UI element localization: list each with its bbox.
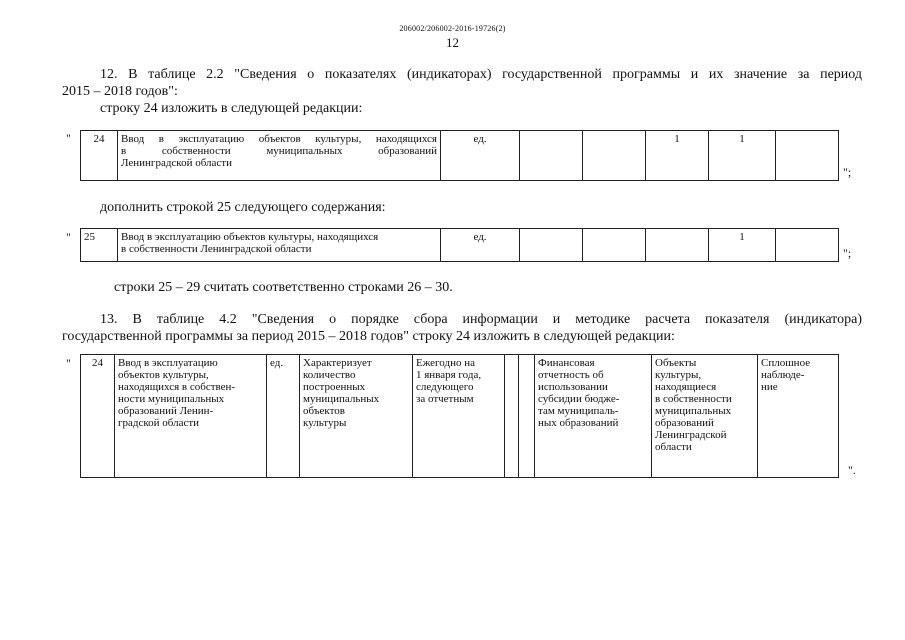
cell-line: за отчетным — [416, 393, 474, 405]
indicator-table-row-25 — [80, 228, 839, 262]
cell-line: Объекты — [655, 357, 697, 369]
item12-line2: 2015 – 2018 годов": — [62, 84, 178, 99]
cell-line: Финансовая — [538, 357, 595, 369]
cell-line: Ленинградской — [655, 429, 727, 441]
cell-line: Ежегодно на — [416, 357, 475, 369]
cell-line: 1 января года, — [416, 369, 482, 381]
indicator-name — [118, 131, 441, 181]
renumber-text: строки 25 – 29 считать соответственно строками 26 – 30. — [114, 280, 453, 295]
indicator-name-line: Ввод в эксплуатацию объектов культуры, находящихся — [121, 231, 379, 243]
unit-cell: ед. — [267, 355, 300, 478]
cell-line: ности муниципальных — [118, 393, 225, 405]
objects-cell — [652, 355, 758, 478]
cell-line: ных образований — [538, 417, 619, 429]
cell-line: количество — [303, 369, 356, 381]
close-quote: "; — [843, 246, 852, 260]
cell-line: Сплошное — [761, 357, 811, 369]
cell-line: области — [655, 441, 692, 453]
close-quote: "; — [843, 165, 852, 179]
cell-line: следующего — [416, 381, 474, 393]
method-cell — [758, 355, 839, 478]
value-cell: 1 — [646, 131, 709, 181]
cell-line: образований — [655, 417, 714, 429]
indicator-name-line: в собственности муниципальных образований — [121, 145, 437, 157]
value-cell — [776, 131, 839, 181]
value-cell — [583, 229, 646, 262]
unit-cell: ед. — [441, 131, 520, 181]
cell-line: Ввод в эксплуатацию — [118, 357, 218, 369]
periodicity-cell — [413, 355, 505, 478]
indicator-table-row-24 — [80, 130, 839, 181]
cell-line: объектов культуры, — [118, 369, 209, 381]
item13-line1: 13. В таблице 4.2 "Сведения о порядке сбора информации и методике расчета показателя (индикатора) — [100, 312, 862, 327]
page-number: 12 — [446, 35, 459, 50]
item13-line2: государственной программы за период 2015 – 2018 годов" строку 24 изложить в следующей редакции: — [62, 329, 675, 344]
value-cell — [520, 131, 583, 181]
document-code: 206002/206002-2016-19726(2) — [399, 24, 506, 33]
open-quote: " — [66, 131, 71, 145]
cell-line: наблюде- — [761, 369, 805, 381]
value-cell: 1 — [709, 131, 776, 181]
item12-line3: строку 24 изложить в следующей редакции: — [100, 101, 363, 116]
cell-line: построенных — [303, 381, 366, 393]
cell-line: объектов — [303, 405, 345, 417]
close-quote: ". — [848, 463, 856, 477]
row-number: 24 — [81, 131, 118, 181]
open-quote: " — [66, 230, 71, 244]
open-quote: " — [66, 356, 71, 370]
supplement-text: дополнить строкой 25 следующего содержания: — [100, 200, 386, 215]
cell-line: градской области — [118, 417, 200, 429]
value-cell — [583, 131, 646, 181]
cell-line: культуры, — [655, 369, 702, 381]
cell-line: образований Ленин- — [118, 405, 214, 417]
indicator-name-line: Ленинградской области — [121, 157, 232, 169]
cell-line: ние — [761, 381, 778, 393]
value-cell — [646, 229, 709, 262]
cell-line: находящиеся — [655, 381, 717, 393]
cell-line: использовании — [538, 381, 608, 393]
value-cell: 1 — [709, 229, 776, 262]
value-cell — [776, 229, 839, 262]
indicator-name — [118, 229, 441, 262]
row-number: 24 — [81, 355, 115, 478]
cell-line: культуры — [303, 417, 347, 429]
cell-line: Характеризует — [303, 357, 372, 369]
indicator-name — [115, 355, 267, 478]
indicator-name-line: Ввод в эксплуатацию объектов культуры, находящихся — [121, 133, 437, 145]
cell-line: находящихся в собствен- — [118, 381, 236, 393]
source-cell — [535, 355, 652, 478]
indicator-name-line: в собственности Ленинградской области — [121, 243, 312, 255]
value-cell — [520, 229, 583, 262]
characteristic-cell — [300, 355, 413, 478]
row-number: 25 — [81, 229, 118, 262]
empty-cell — [505, 355, 519, 478]
item12-line1: 12. В таблице 2.2 "Сведения о показателях (индикаторах) государственной программы и их значение за период — [100, 67, 862, 82]
cell-line: отчетность об — [538, 369, 604, 381]
cell-line: муниципальных — [303, 393, 380, 405]
unit-cell: ед. — [441, 229, 520, 262]
cell-line: в собственности — [655, 393, 732, 405]
cell-line: муниципальных — [655, 405, 732, 417]
empty-cell — [519, 355, 535, 478]
method-table-row-24 — [80, 354, 839, 478]
cell-line: субсидии бюдже- — [538, 393, 620, 405]
cell-line: там муниципаль- — [538, 405, 619, 417]
